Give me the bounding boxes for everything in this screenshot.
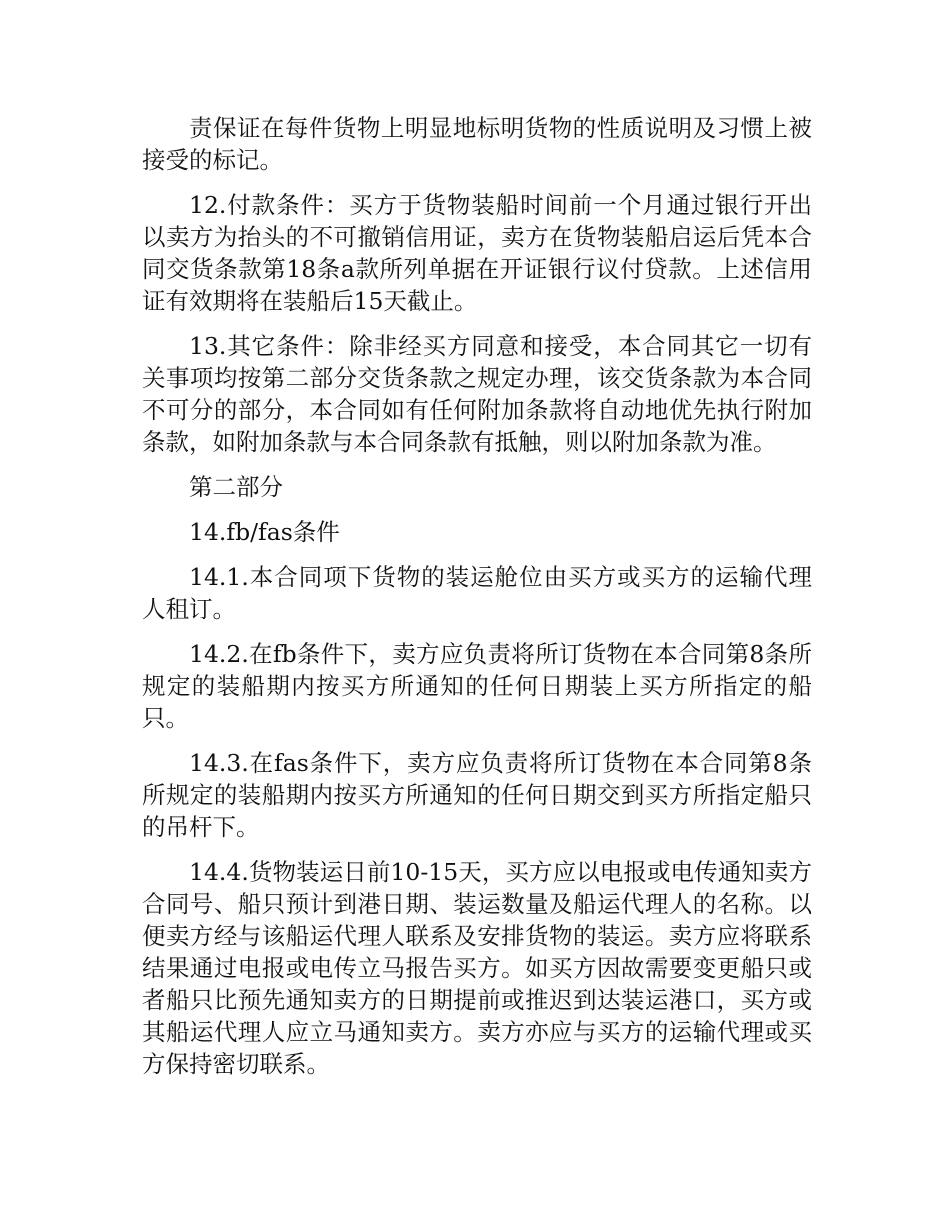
paragraph-clause-14-3: 14.3.在fas条件下，卖方应负责将所订货物在本合同第8条所规定的装船期内按买方所通知的任何日期交到买方所指定船只的吊杆下。 bbox=[142, 749, 812, 841]
paragraph-clause-14-2: 14.2.在fb条件下，卖方应负责将所订货物在本合同第8条所规定的装船期内按买方所通知的任何日期装上买方所指定的船只。 bbox=[142, 640, 812, 732]
paragraph-clause-14-4: 14.4.货物装运日前10-15天，买方应以电报或电传通知卖方合同号、船只预计到港日期、装运数量及船运代理人的名称。以便卖方经与该船运代理人联系及安排货物的装运。卖方应将联系结果通过电报或电传立马报告买方。如买方因故需要变更船只或者船只比预先通知卖方的日期提前或推迟到达装运港口，买方或其船运代理人应立马通知卖方。卖方亦应与买方的运输代理或买方保持密切联系。 bbox=[142, 858, 812, 1078]
section-heading-part-two: 第二部分 bbox=[189, 473, 283, 501]
paragraph-clause-14-1: 14.1.本合同项下货物的装运舱位由买方或买方的运输代理人租订。 bbox=[142, 563, 812, 623]
paragraph-payment-terms: 12.付款条件：买方于货物装船时间前一个月通过银行开出以卖方为抬头的不可撤销信用证，卖方在货物装船启运后凭本合同交货条款第18条a款所列单据在开证银行议付贷款。上述信用证有效期将在装船后15天截止。 bbox=[142, 191, 812, 315]
document-page bbox=[142, 112, 812, 1093]
clause-heading-fob-fas: 14.fb/fas条件 bbox=[189, 518, 340, 546]
paragraph-other-terms: 13.其它条件：除非经买方同意和接受，本合同其它一切有关事项均按第二部分交货条款之规定办理，该交货条款为本合同不可分的部分，本合同如有任何附加条款将自动地优先执行附加条款，如附加条款与本合同条款有抵触，则以附加条款为准。 bbox=[142, 332, 812, 456]
paragraph-marking-clause: 责保证在每件货物上明显地标明货物的性质说明及习惯上被接受的标记。 bbox=[142, 114, 812, 174]
